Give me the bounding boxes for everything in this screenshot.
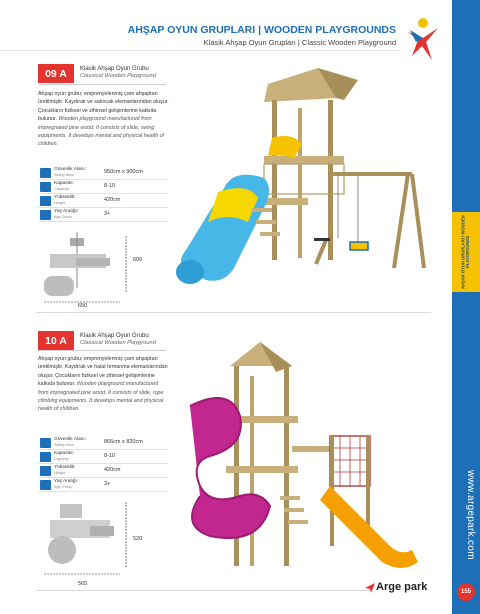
page-number: 155 <box>457 583 475 601</box>
spec-label: Kapasite: <box>54 451 75 456</box>
spec-label-en: Height <box>54 471 65 475</box>
spec-label: Kapasite: <box>54 181 75 186</box>
dimension-width: 565 <box>78 581 88 587</box>
page-header-title: AHŞAP OYUN GRUPLARI | WOODEN PLAYGROUNDS <box>127 24 396 36</box>
spec-row-height <box>38 194 168 208</box>
spec-row-age-group <box>38 478 168 492</box>
brand-arrow-icon <box>364 582 376 594</box>
description-en: Wooden playground manufactured from impregnated pine wood. It consists of slide, rope climbing equipments. It develops mental and physical health of children. <box>38 381 164 413</box>
capacity-icon <box>40 452 51 462</box>
spec-row-age-group <box>38 208 168 222</box>
safety-area-icon <box>40 168 51 178</box>
product-title-rule <box>38 350 166 351</box>
height-icon <box>40 466 51 476</box>
spec-label: Güvenlik Alanı: <box>54 437 86 442</box>
product-code-badge: 09 A <box>38 64 74 83</box>
spec-label-en: Capacity <box>54 457 69 461</box>
spec-row-capacity <box>38 180 168 194</box>
spec-label-en: Height <box>54 201 65 205</box>
playground-illustration <box>180 336 420 580</box>
spec-label-en: Safety Area <box>54 443 74 447</box>
spec-label: Güvenlik Alanı: <box>54 167 86 172</box>
spec-label-en: Age Group <box>54 215 73 219</box>
header-divider <box>0 50 400 51</box>
product-title: Klasik Ahşap Oyun Grubu <box>80 333 149 339</box>
product-title-rule <box>38 84 166 85</box>
description-tr: Ahşap oyun grubu; emprenyelenmiş çam ahşaptan üretilmiştir. Kaydırak ve salıncak elemanlarından oluşur. Çocukların fiziksel ve zihinsel gelişimlerine katkıda bulunur. <box>38 91 169 123</box>
product-description <box>38 355 170 414</box>
spec-value: 950cm x 900cm <box>104 169 143 175</box>
product-title: Klasik Ahşap Oyun Grubu <box>80 66 149 72</box>
playground-illustration <box>168 68 430 306</box>
product-description <box>38 90 170 149</box>
spec-value: 8-10 <box>104 183 116 189</box>
safety-area-icon <box>40 438 51 448</box>
brand-name: Arge park <box>376 581 428 593</box>
product-code-badge: 10 A <box>38 331 74 350</box>
spec-value: 8-10 <box>104 453 116 459</box>
dimension-width: 650 <box>78 303 88 309</box>
spec-value: 420cm <box>104 197 121 203</box>
spec-row-height <box>38 464 168 478</box>
spec-value: 866cm x 820cm <box>104 439 143 445</box>
spec-label: Yaş Aralığı: <box>54 479 79 484</box>
spec-row-safety-area <box>38 166 168 180</box>
page-header-subtitle: Klasik Ahşap Oyun Grupları | Classic Wooden Playground <box>203 38 396 47</box>
side-category-label: AHŞAP OYUN GRUPLARI / WOODEN PLAYGROUNDS <box>460 215 470 289</box>
spec-label-en: Capacity <box>54 187 69 191</box>
section-divider <box>36 312 431 313</box>
dimension-height: 600 <box>133 257 143 263</box>
spec-value: 420cm <box>104 467 121 473</box>
height-icon <box>40 196 51 206</box>
spec-label-en: Age Group <box>54 485 73 489</box>
dimension-height: 520 <box>133 536 143 542</box>
capacity-icon <box>40 182 51 192</box>
description-en: Wooden playground manufactured from impregnated pine wood. It consists of slide, swing equipments. It develops mental and physical health of children. <box>38 116 165 148</box>
brand-figure-icon <box>404 16 442 62</box>
spec-value: 3+ <box>104 481 111 487</box>
spec-row-capacity <box>38 450 168 464</box>
spec-label: Yaş Aralığı: <box>54 209 79 214</box>
description-tr: Ahşap oyun grubu; emprenyelenmiş çam ahşaptan üretilmiştir. Kaydırak ve halat tırmanma elemanlarından oluşur. Çocukların fiziksel ve zihinsel gelişimlerine katkıda bulunur. <box>38 356 168 388</box>
footer-divider <box>36 590 371 591</box>
product-subtitle: Classical Wooden Playground <box>80 73 156 79</box>
spec-label: Yükseklik: <box>54 465 76 470</box>
spec-row-safety-area <box>38 436 168 450</box>
spec-value: 3+ <box>104 211 111 217</box>
age-group-icon <box>40 480 51 490</box>
age-group-icon <box>40 210 51 220</box>
spec-label-en: Safety Area <box>54 173 74 177</box>
website-url: www.argepark.com <box>465 470 476 560</box>
product-subtitle: Classical Wooden Playground <box>80 340 156 346</box>
plan-view-drawing <box>40 228 150 308</box>
spec-label: Yükseklik: <box>54 195 76 200</box>
